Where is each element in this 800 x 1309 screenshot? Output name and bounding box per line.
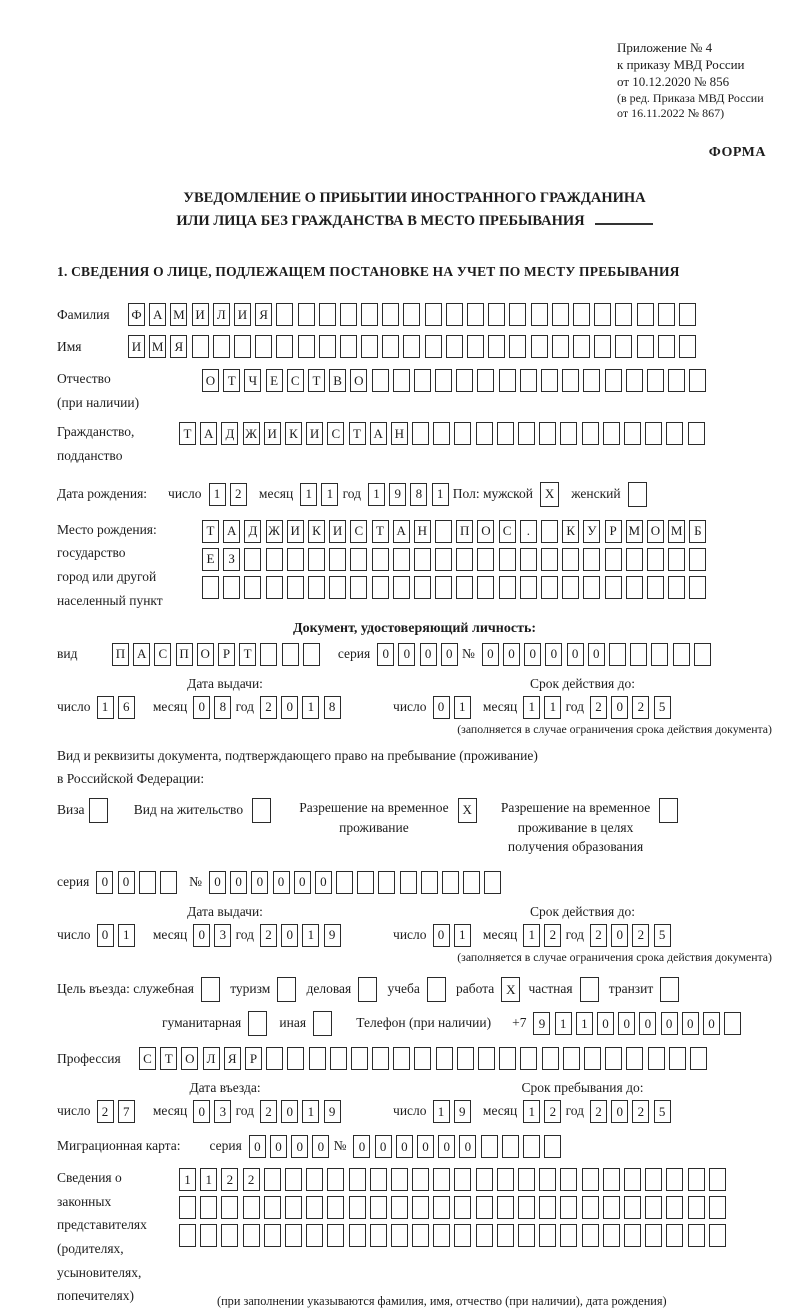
residence-permit-option [134,798,276,823]
purpose-inaya-label: иная [279,1015,307,1031]
month-label: месяц [152,1103,188,1119]
doc-kind-label: вид [57,645,78,661]
year-label: год [565,1103,585,1119]
birth-place-cells-1[interactable]: Т А Д Ж И К И С Т А Н П О С . К У Р М О М Б [202,520,711,543]
temp-residence-checkbox[interactable]: X [458,798,481,823]
day-label: число [57,698,91,714]
birth-day-cells[interactable]: 1 2 [209,483,251,506]
purpose-inaya-checkbox[interactable] [313,1011,336,1036]
phone-label: Телефон (при наличии) [356,1015,492,1031]
residence-issue-month-cells[interactable]: 0 3 [193,924,235,947]
doc-header [617,40,772,122]
residence-valid-day-cells[interactable]: 0 1 [433,924,475,947]
stay-month-cells[interactable]: 1 2 [523,1100,565,1123]
birth-place-cells-2[interactable]: Е З [202,548,711,571]
year-label: год [235,926,254,942]
form-label: ФОРМА [708,144,766,160]
edu-residence-checkbox[interactable] [659,798,682,823]
representatives-cells-2[interactable] [179,1196,730,1219]
representatives-row [57,1166,772,1308]
month-label: месяц [152,698,188,714]
purpose-row-1 [57,977,772,1002]
profession-label: Профессия [57,1051,121,1067]
residence-number-cells[interactable]: 0 0 0 0 0 0 [209,871,506,894]
purpose-delovaya-checkbox[interactable] [358,977,381,1002]
migration-number-label: № [333,1138,347,1154]
doc-number-cells[interactable]: 0 0 0 0 0 0 [482,643,715,666]
identity-doc-dates [57,676,772,737]
title-blank-underline [595,213,653,225]
doc-kind-cells[interactable]: П А С П О Р Т [112,643,324,666]
residence-number-label: № [189,873,202,889]
doc-series-label: серия [337,645,371,661]
purpose-ucheba-checkbox[interactable] [427,977,450,1002]
profession-row [57,1047,772,1070]
day-label: число [168,485,202,501]
valid-until-heading: Срок действия до: [530,675,635,691]
valid-until-heading: Срок действия до: [530,903,635,919]
representatives-cells-3[interactable] [179,1224,730,1247]
birth-date-row [57,482,772,507]
doc-issue-year-cells[interactable]: 2 0 1 8 [260,696,345,719]
surname-label: Фамилия [57,307,110,323]
migration-card-label: Миграционная карта: [57,1138,181,1154]
birth-place-row [57,518,772,613]
name-cells[interactable]: И М Я [128,335,700,358]
entry-dates [57,1080,772,1123]
patronymic-label: Отчество (при наличии) [57,371,140,410]
appendix-line: к приказу МВД России [617,56,745,72]
representatives-label: Сведения о законных представителях (родителях, усыновителях, попечителях) [57,1170,147,1304]
birth-place-cells-3[interactable] [202,576,711,599]
section1-heading: 1. СВЕДЕНИЯ О ЛИЦЕ, ПОДЛЕЖАЩЕМ ПОСТАНОВКЕ НА УЧЕТ ПО МЕСТУ ПРЕБЫВАНИЯ [57,264,680,280]
citizenship-cells[interactable]: Т А Д Ж И К И С Т А Н [179,422,709,445]
entry-day-cells[interactable]: 2 7 [97,1100,139,1123]
appendix-line: от 10.12.2020 № 856 [617,73,730,89]
residence-permit-label: Вид на жительство [133,802,244,818]
residence-series-cells[interactable]: 0 0 [96,871,181,894]
phone-prefix: +7 [512,1015,527,1031]
day-label: число [393,926,427,942]
month-label: месяц [482,926,518,942]
title-line1: УВЕДОМЛЕНИЕ О ПРИБЫТИИ ИНОСТРАННОГО ГРАЖДАНИНА [183,190,646,207]
residence-intro-2: в Российской Федерации: [57,771,205,787]
temp-residence-option [299,798,481,837]
purpose-delovaya-label: деловая [306,981,352,997]
month-label: месяц [152,926,188,942]
purpose-chastnaya-label: частная [528,981,573,997]
gender-male-checkbox[interactable]: X [540,482,563,507]
birth-month-cells[interactable]: 1 1 [300,483,342,506]
doc-issue-day-cells[interactable]: 1 6 [97,696,139,719]
visa-checkbox[interactable] [89,798,112,823]
phone-cells[interactable]: 9 1 1 0 0 0 0 0 0 [533,1012,745,1035]
residence-issue-day-cells[interactable]: 0 1 [97,924,139,947]
purpose-turizm-label: туризм [230,981,271,997]
month-label: месяц [482,1103,518,1119]
purpose-turizm-checkbox[interactable] [277,977,300,1002]
valid-note: (заполняется в случае ограничения срока действия документа) [457,949,772,964]
gender-female-label: женский [571,485,621,501]
birth-place-label: Место рождения: государство город или другой населенный пункт [57,521,163,608]
year-label: год [342,485,362,501]
birth-date-label: Дата рождения: [57,485,148,501]
entry-month-cells[interactable]: 0 3 [193,1100,235,1123]
residence-dates [57,904,772,965]
residence-series-row [57,871,772,894]
purpose-label: Цель въезда: служебная [57,981,194,997]
migration-series-label: серия [209,1138,242,1154]
doc-issue-month-cells[interactable]: 0 8 [193,696,235,719]
purpose-row-2 [162,1011,772,1036]
appendix-line: Приложение № 4 [617,40,713,55]
purpose-chastnaya-checkbox[interactable] [580,977,603,1002]
representatives-note: (при заполнении указываются фамилия, имя, отчество (при наличии), дата рождения) [217,1293,667,1308]
migration-number-cells[interactable]: 0 0 0 0 0 0 [353,1135,565,1158]
year-label: год [235,698,254,714]
identity-doc-row [57,643,772,666]
day-label: число [393,1103,427,1119]
purpose-rabota-checkbox[interactable]: X [501,977,524,1002]
representatives-cells-1[interactable]: 1 1 2 2 [179,1168,730,1191]
issue-date-heading: Дата выдачи: [187,903,263,919]
doc-number-label: № [461,645,475,661]
month-label: месяц [258,485,294,501]
residence-intro-1: Вид и реквизиты документа, подтверждающего право на пребывание (проживание) [57,748,538,764]
purpose-sluzhebnaya-checkbox[interactable] [201,977,224,1002]
stay-until-heading: Срок пребывания до: [521,1080,644,1096]
patronymic-row [57,367,772,414]
day-label: число [57,1103,91,1119]
title-line2: ИЛИ ЛИЦА БЕЗ ГРАЖДАНСТВА В МЕСТО ПРЕБЫВАНИЯ [57,210,772,232]
year-label: год [235,1103,254,1119]
purpose-rabota-label: работа [456,981,495,997]
migration-series-cells[interactable]: 0 0 0 0 [249,1135,334,1158]
page-title [57,187,772,232]
purpose-tranzit-checkbox[interactable] [660,977,683,1002]
visa-option [57,798,112,823]
surname-row [57,303,772,326]
purpose-tranzit-label: транзит [608,981,654,997]
edu-residence-option [501,798,683,857]
entry-date-heading: Дата въезда: [189,1080,261,1096]
migration-card-row [57,1135,772,1158]
month-label: месяц [482,698,518,714]
revision-line: от 16.11.2022 № 867) [617,106,725,121]
patronymic-cells[interactable]: О Т Ч Е С Т В О [202,369,711,392]
doc-valid-month-cells[interactable]: 1 1 [523,696,565,719]
stay-day-cells[interactable]: 1 9 [433,1100,475,1123]
gender-female-checkbox[interactable] [628,482,651,507]
residence-valid-month-cells[interactable]: 1 2 [523,924,565,947]
surname-cells[interactable]: Ф А М И Л И Я [128,303,700,326]
valid-note: (заполняется в случае ограничения срока действия документа) [457,721,772,736]
day-label: число [57,926,91,942]
revision-line: (в ред. Приказа МВД России [617,90,764,105]
residence-issue-year-cells[interactable]: 2 0 1 9 [260,924,345,947]
doc-valid-year-cells[interactable]: 2 0 2 5 [590,696,675,719]
purpose-ucheba-label: учеба [387,981,420,997]
year-label: год [565,926,585,942]
name-label: Имя [57,339,82,355]
identity-doc-heading: Документ, удостоверяющий личность: [292,621,537,637]
gender-male-label: Пол: мужской [452,485,534,501]
profession-cells[interactable]: С Т О Л Я Р [139,1047,711,1070]
name-row [57,335,772,358]
edu-residence-label: Разрешение на временное проживание в целях получения образования [500,800,651,855]
issue-date-heading: Дата выдачи: [187,675,263,691]
stay-year-cells[interactable]: 2 0 2 5 [590,1100,675,1123]
temp-residence-label: Разрешение на временное проживание [299,800,449,835]
doc-valid-day-cells[interactable]: 0 1 [433,696,475,719]
day-label: число [393,698,427,714]
citizenship-row [57,420,772,467]
year-label: год [565,698,585,714]
residence-permit-checkbox[interactable] [252,798,275,823]
birth-year-cells[interactable]: 1 9 8 1 [368,483,453,506]
purpose-gumanitarnaya-label: гуманитарная [162,1015,242,1031]
residence-series-label: серия [57,873,90,889]
residence-valid-year-cells[interactable]: 2 0 2 5 [590,924,675,947]
residence-options-row [57,798,772,857]
entry-year-cells[interactable]: 2 0 1 9 [260,1100,345,1123]
purpose-gumanitarnaya-checkbox[interactable] [248,1011,271,1036]
doc-series-cells[interactable]: 0 0 0 0 [377,643,462,666]
citizenship-label: Гражданство, подданство [57,424,135,464]
visa-label: Виза [57,802,85,818]
